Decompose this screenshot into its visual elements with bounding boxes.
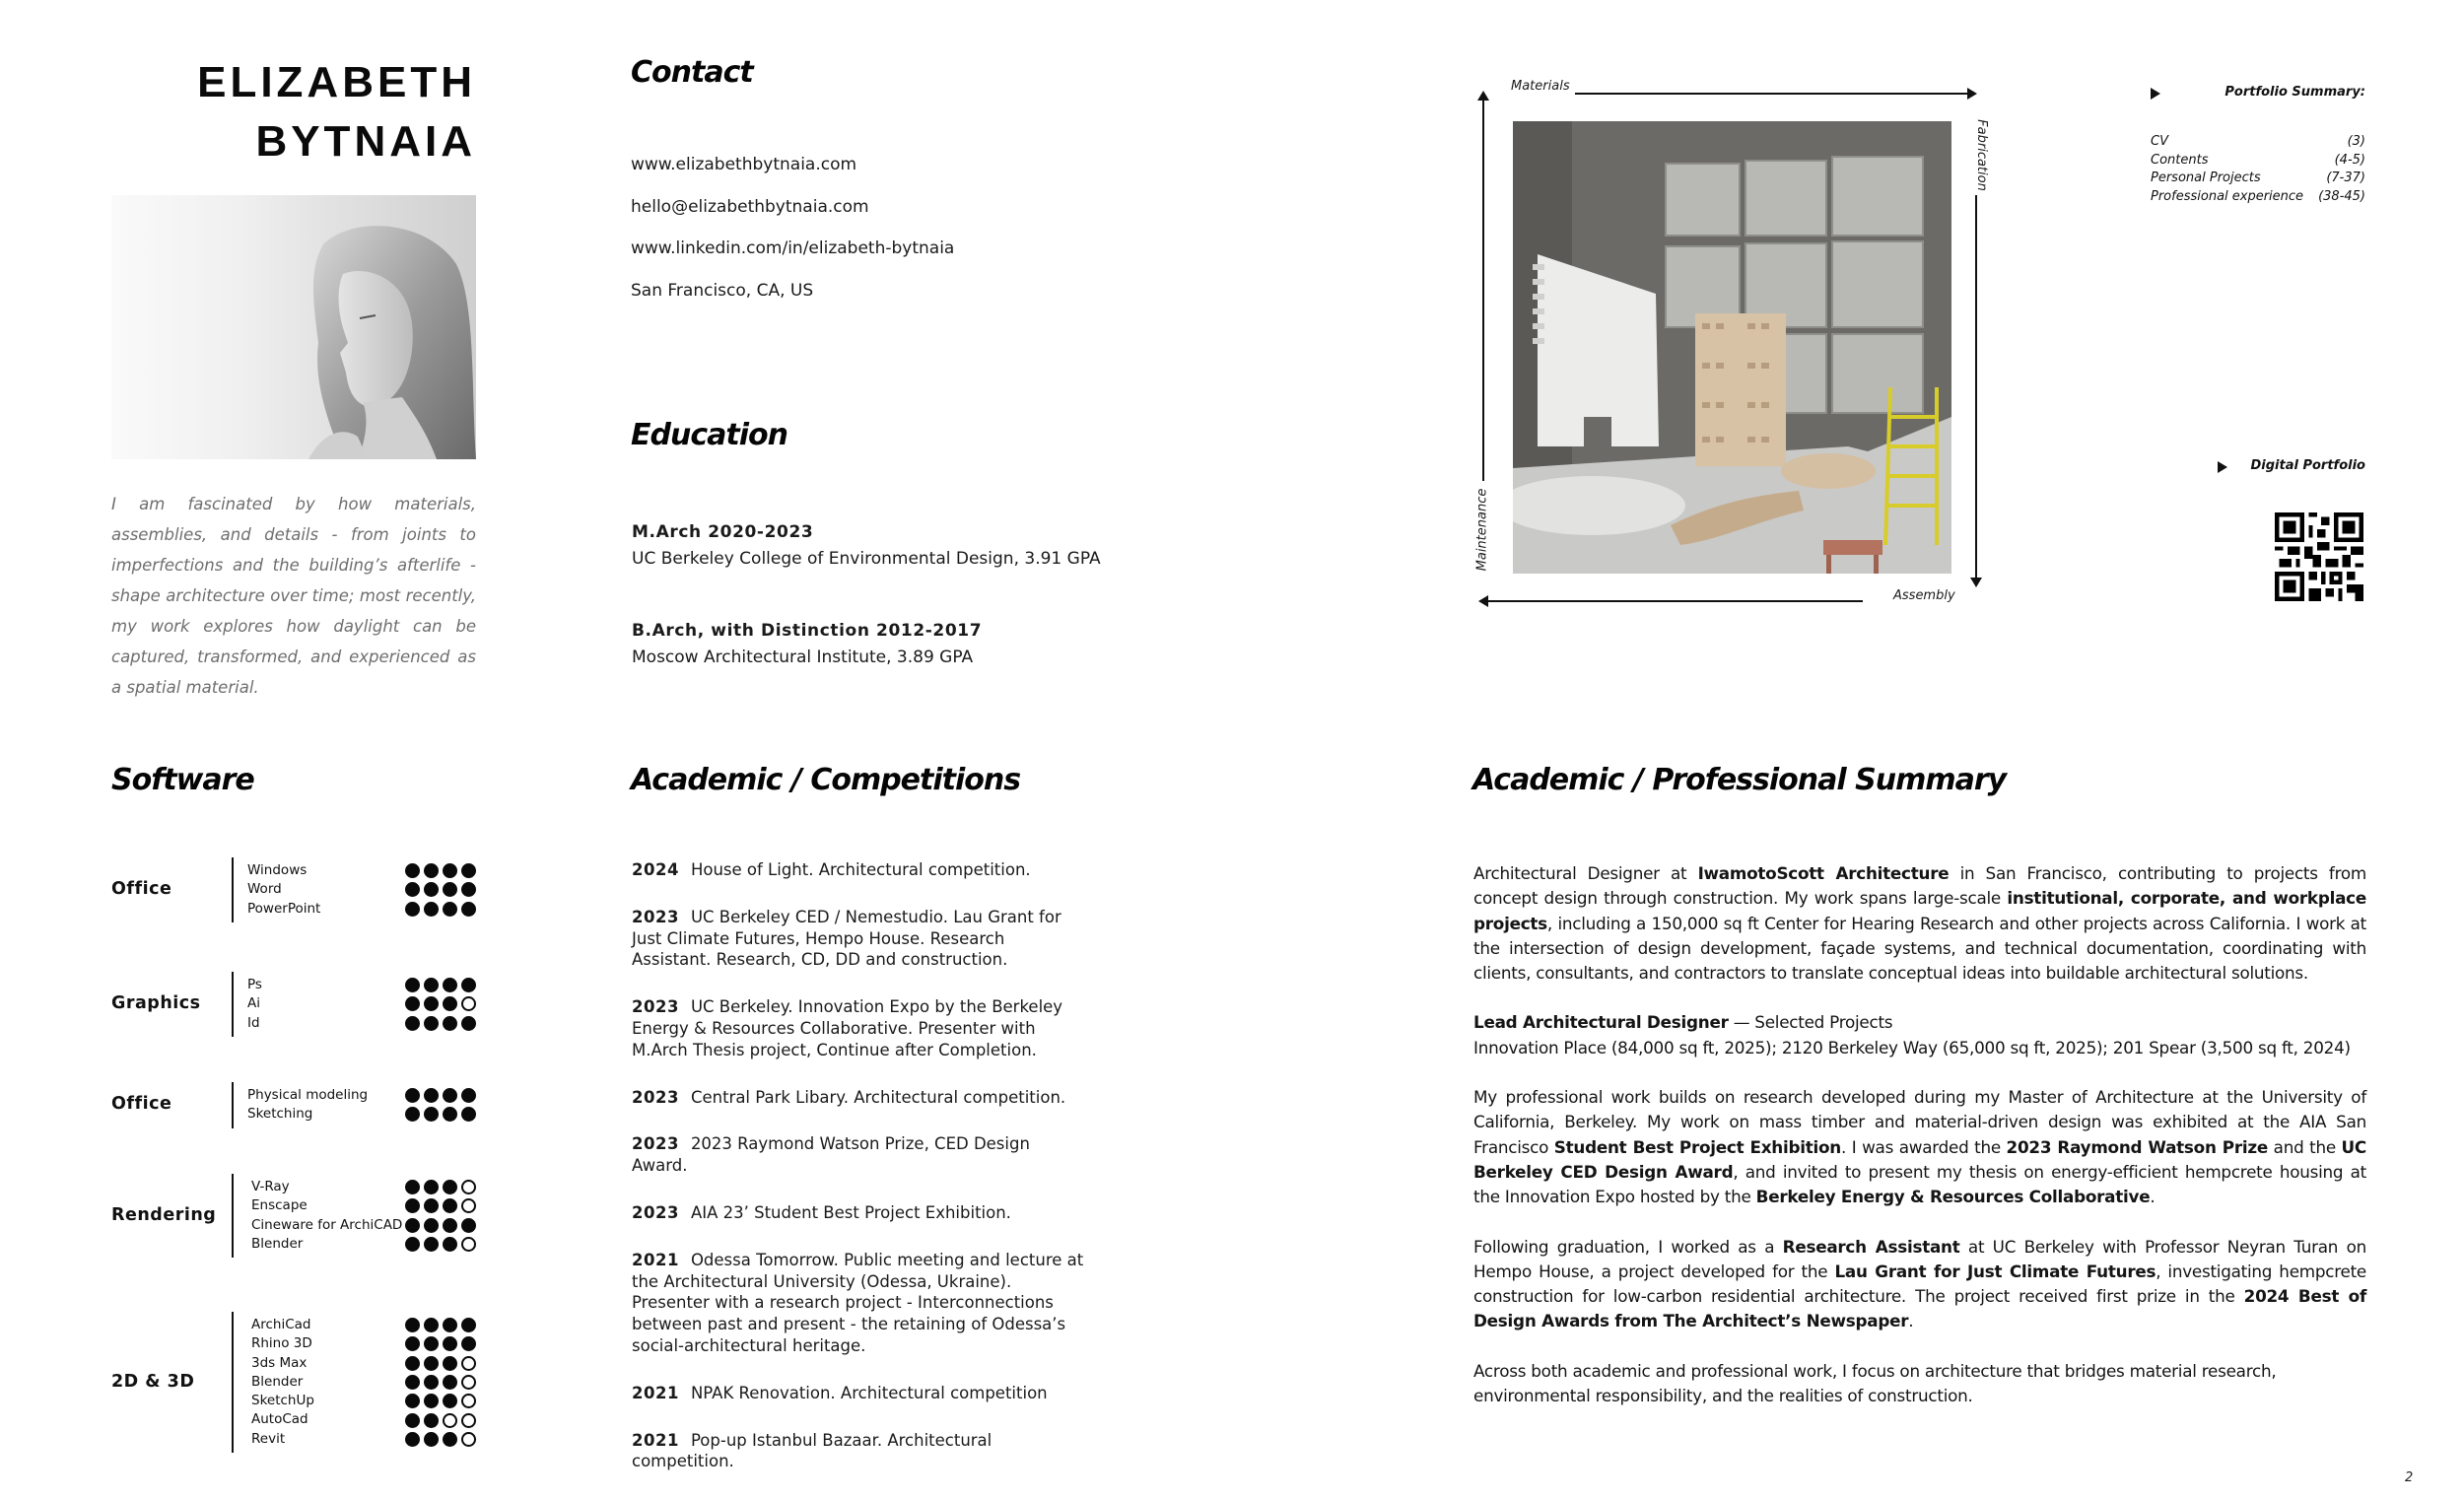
summary-text: in San Francisco, contributing to projects from concept design through construction. My work spans large-scale [1473, 863, 2366, 909]
summary-emphasis: Student Best Project Exhibition [1553, 1136, 1842, 1157]
competition-year: 2021 [632, 1430, 679, 1450]
filled-dot-icon [443, 1088, 457, 1103]
filled-dot-icon [424, 1088, 439, 1103]
competition-item [632, 1133, 1085, 1177]
filled-dot-icon [443, 996, 457, 1011]
filled-dot-icon [461, 978, 476, 992]
section-pages: (4-5) [2334, 152, 2365, 168]
filled-dot-icon [424, 1107, 439, 1122]
summary-text: , including a 150,000 sq ft Center for Hearing Research and other projects across California. I work at the intersection of design development, façade systems, and technical documentation, coordinating with clients, consultants, and contractors to translate conceptual ideas into buildable architectural solutions. [1473, 913, 2366, 984]
summary-text: My professional work builds on research developed during my Master of Architecture at the University of California, Berkeley. My work on mass timber and material-driven design was exhibited at the AIA San Francisco [1473, 1087, 2366, 1157]
filled-dot-icon [461, 863, 476, 878]
arrow-right-icon [1967, 88, 1977, 100]
software-group [111, 1086, 476, 1125]
empty-dot-icon [461, 1356, 476, 1371]
competition-text: NPAK Renovation. Architectural competition [690, 1383, 1048, 1402]
software-category: 2D & 3D [111, 1371, 195, 1392]
rating-row [405, 1178, 476, 1196]
software-item: Cineware for ArchiCAD [251, 1216, 403, 1233]
competition-year: 2023 [632, 997, 679, 1017]
competition-text: 2023 Raymond Watson Prize, CED Design Award. [632, 1134, 1030, 1176]
empty-dot-icon [461, 1198, 476, 1213]
section-label: Professional experience [2151, 188, 2304, 204]
filled-dot-icon [443, 1180, 457, 1194]
filled-dot-icon [424, 1016, 439, 1031]
empty-dot-icon [461, 1375, 476, 1390]
summary-paragraph [1473, 1085, 2366, 1209]
arrow-left-icon [1478, 595, 1488, 607]
software-heading: Software [111, 763, 254, 797]
summary-paragraph [1473, 1235, 2366, 1334]
rating-row [405, 1334, 476, 1353]
filled-dot-icon [424, 1218, 439, 1233]
software-group [111, 976, 476, 1033]
filled-dot-icon [461, 1107, 476, 1122]
selected-projects [1473, 1010, 2366, 1060]
competition-item [632, 1202, 1085, 1224]
summary-heading: Academic / Professional Summary [1472, 763, 2007, 797]
top-arrow-line [1575, 93, 1969, 95]
competition-item [632, 859, 1085, 881]
summary-text: Architectural Designer at [1473, 863, 1698, 883]
filled-dot-icon [461, 1318, 476, 1332]
play-triangle-icon [2218, 461, 2227, 473]
filled-dot-icon [405, 1375, 420, 1390]
software-item: Id [247, 1014, 260, 1031]
software-item: Revit [251, 1430, 286, 1447]
play-triangle-icon [2151, 88, 2160, 100]
rating-row [405, 861, 476, 880]
competition-item [632, 1250, 1085, 1357]
empty-dot-icon [461, 1394, 476, 1408]
summary-paragraph [1473, 861, 2366, 986]
summary-emphasis: Research Assistant [1782, 1236, 1960, 1257]
arrow-up-icon [1477, 91, 1489, 101]
filled-dot-icon [424, 1356, 439, 1371]
software-group [111, 861, 476, 919]
software-item: 3ds Max [251, 1354, 308, 1371]
section-label: Contents [2151, 152, 2209, 168]
section-label: CV [2151, 134, 2168, 149]
degree-title: B.Arch, with Distinction 2012-2017 [632, 621, 983, 641]
empty-dot-icon [461, 1413, 476, 1428]
empty-dot-icon [461, 996, 476, 1011]
filled-dot-icon [424, 1180, 439, 1194]
portfolio-summary-title: Portfolio Summary: [2224, 85, 2365, 100]
left-arrow-line [1482, 99, 1484, 481]
materials-label: Materials [1511, 79, 1570, 94]
filled-dot-icon [405, 1394, 420, 1408]
filled-dot-icon [443, 1432, 457, 1447]
filled-dot-icon [424, 1413, 439, 1428]
software-item: Sketching [247, 1106, 313, 1123]
skill-rating [405, 1316, 476, 1449]
portfolio-summary-row[interactable] [2151, 152, 2365, 170]
software-category: Office [111, 1094, 172, 1115]
software-item: Physical modeling [247, 1087, 369, 1103]
software-item: AutoCad [251, 1411, 308, 1428]
fabrication-label: Fabrication [1973, 119, 1989, 191]
rating-row [405, 976, 476, 994]
project-list: Innovation Place (84,000 sq ft, 2025); 2120 Berkeley Way (65,000 sq ft, 2025); 201 Spear (3,500 sq ft, 2024) [1473, 1037, 2351, 1057]
summary-text: , and invited to present my thesis on energy-efficient hempcrete housing at the Innovation Expo hosted by the [1473, 1161, 2366, 1207]
filled-dot-icon [443, 1356, 457, 1371]
filled-dot-icon [443, 1107, 457, 1122]
category-divider [232, 1082, 234, 1128]
category-divider [232, 972, 234, 1037]
software-item: SketchUp [251, 1393, 314, 1409]
email-link[interactable]: hello@elizabethbytnaia.com [631, 196, 869, 217]
category-divider [232, 1312, 234, 1453]
rating-row [405, 1196, 476, 1215]
filled-dot-icon [405, 902, 420, 917]
filled-dot-icon [443, 1375, 457, 1390]
software-item: Word [247, 881, 282, 898]
empty-dot-icon [461, 1237, 476, 1252]
summary-emphasis: 2024 Best of Design Awards from The Architect’s Newspaper [1473, 1286, 2366, 1331]
filled-dot-icon [443, 902, 457, 917]
category-divider [232, 857, 234, 922]
rating-row [405, 880, 476, 899]
summary-text: Following graduation, I worked as a [1473, 1236, 1783, 1257]
skill-rating [405, 976, 476, 1033]
filled-dot-icon [424, 978, 439, 992]
summary-text: . I was awarded the [1841, 1136, 2007, 1157]
filled-dot-icon [461, 1088, 476, 1103]
filled-dot-icon [405, 996, 420, 1011]
filled-dot-icon [443, 1218, 457, 1233]
competition-text: Central Park Libary. Architectural competition. [690, 1087, 1066, 1107]
skill-rating [405, 1178, 476, 1254]
summary-emphasis: UC Berkeley CED Design Award [1473, 1136, 2366, 1182]
filled-dot-icon [424, 1198, 439, 1213]
competition-text: UC Berkeley CED / Nemestudio. Lau Grant for Just Climate Futures, Hempo House. Research Assistant. Research, CD, DD and construction. [632, 907, 1061, 970]
filled-dot-icon [443, 863, 457, 878]
competition-text: UC Berkeley. Innovation Expo by the Berkeley Energy & Resources Collaborative. Presenter with M.Arch Thesis project, Continue after Completion. [632, 997, 1063, 1059]
last-name: BYTNAIA [255, 117, 476, 166]
rating-row [405, 1392, 476, 1410]
competition-year: 2021 [632, 1383, 679, 1402]
competition-year: 2024 [632, 860, 679, 879]
filled-dot-icon [424, 902, 439, 917]
software-items [247, 1086, 368, 1125]
filled-dot-icon [424, 1432, 439, 1447]
rating-row [405, 1105, 476, 1124]
filled-dot-icon [405, 1356, 420, 1371]
website-link[interactable]: www.elizabethbytnaia.com [631, 155, 857, 174]
rating-row [405, 1373, 476, 1392]
section-label: Personal Projects [2151, 170, 2261, 185]
rating-row [405, 994, 476, 1013]
competition-year: 2021 [632, 1250, 679, 1269]
role-title: Lead Architectural Designer [1473, 1012, 1729, 1033]
filled-dot-icon [443, 1016, 457, 1031]
qr-code-icon[interactable] [2275, 512, 2363, 601]
software-items [247, 976, 262, 1033]
summary-text: , investigating hempcrete construction for low-carbon residential architecture. The project received first prize in the [1473, 1261, 2367, 1307]
category-divider [232, 1174, 234, 1258]
filled-dot-icon [424, 1318, 439, 1332]
summary-text: at UC Berkeley with Professor Neyran Turan on Hempo House, a project developed for the [1473, 1236, 2367, 1281]
arrow-down-icon [1970, 578, 1982, 587]
filled-dot-icon [443, 1237, 457, 1252]
education-item [632, 519, 1101, 573]
empty-dot-icon [461, 1432, 476, 1447]
filled-dot-icon [443, 1336, 457, 1351]
assembly-label: Assembly [1893, 588, 1955, 603]
competition-year: 2023 [632, 1087, 679, 1107]
filled-dot-icon [443, 1394, 457, 1408]
filled-dot-icon [461, 1336, 476, 1351]
filled-dot-icon [424, 1394, 439, 1408]
studio-models-image [1513, 121, 1951, 574]
filled-dot-icon [405, 1237, 420, 1252]
summary-paragraph: Across both academic and professional work, I focus on architecture that bridges material research, environmental responsibility, and the realities of construction. [1473, 1360, 2277, 1406]
software-item: Blender [251, 1235, 304, 1252]
software-items [251, 1178, 402, 1254]
filled-dot-icon [405, 1413, 420, 1428]
summary-text: . [2150, 1187, 2156, 1207]
first-name: ELIZABETH [197, 58, 476, 106]
personal-statement: I am fascinated by how materials, assemblies, and details - from joints to imperfections and the building’s afterlife - shape architecture over time; most recently, my work explores how daylight can be captured, transformed, and experienced as a spatial material. [111, 495, 476, 697]
competition-item [632, 1430, 1085, 1473]
rating-row [405, 1354, 476, 1373]
rating-row [405, 900, 476, 919]
filled-dot-icon [443, 1318, 457, 1332]
competition-year: 2023 [632, 1202, 679, 1222]
software-category: Office [111, 878, 172, 899]
software-item: ArchiCad [251, 1317, 311, 1332]
competition-text: Pop-up Istanbul Bazaar. Architectural competition. [632, 1430, 992, 1471]
maintenance-label: Maintenance [1474, 488, 1490, 572]
contact-heading: Contact [631, 55, 753, 90]
filled-dot-icon [424, 863, 439, 878]
school-name: UC Berkeley College of Environmental Design, 3.91 GPA [632, 549, 1101, 569]
competition-item [632, 907, 1085, 971]
contact-list [631, 152, 954, 319]
filled-dot-icon [405, 863, 420, 878]
rating-row [405, 1086, 476, 1105]
filled-dot-icon [405, 1180, 420, 1194]
filled-dot-icon [443, 1198, 457, 1213]
software-category: Graphics [111, 992, 201, 1013]
degree-title: M.Arch 2020-2023 [632, 522, 814, 542]
competitions-heading: Academic / Competitions [631, 763, 1021, 797]
summary-emphasis: institutional, corporate, and workplace projects [1473, 888, 2366, 933]
filled-dot-icon [424, 1237, 439, 1252]
filled-dot-icon [405, 1088, 420, 1103]
professional-summary [1473, 861, 2366, 1433]
bottom-arrow-line [1488, 600, 1863, 602]
portfolio-summary-row[interactable] [2151, 133, 2365, 152]
filled-dot-icon [405, 1016, 420, 1031]
software-item: Enscape [251, 1197, 308, 1214]
filled-dot-icon [405, 1318, 420, 1332]
digital-portfolio-label[interactable]: Digital Portfolio [2250, 458, 2365, 473]
software-group [111, 1316, 476, 1449]
filled-dot-icon [424, 882, 439, 897]
competition-text: House of Light. Architectural competition. [690, 860, 1031, 879]
filled-dot-icon [405, 1107, 420, 1122]
competition-text: Odessa Tomorrow. Public meeting and lecture at the Architectural University (Odessa, Ukraine). Presenter with a research project - Interconnections between past and present - the retaining of Odessa’s social-architectural heritage. [632, 1250, 1084, 1355]
filled-dot-icon [424, 1375, 439, 1390]
section-pages: (3) [2347, 134, 2365, 149]
software-item: V-Ray [251, 1179, 290, 1194]
right-arrow-line [1975, 195, 1977, 580]
software-items [247, 861, 320, 919]
role-subtitle: — Selected Projects [1728, 1012, 1893, 1033]
software-items [251, 1316, 314, 1449]
rating-row [405, 1430, 476, 1449]
filled-dot-icon [405, 1218, 420, 1233]
filled-dot-icon [405, 1432, 420, 1447]
filled-dot-icon [443, 978, 457, 992]
skill-rating [405, 861, 476, 919]
name-heading [111, 53, 476, 171]
software-item: Blender [251, 1373, 304, 1390]
software-group [111, 1178, 476, 1254]
rating-row [405, 1316, 476, 1334]
education-heading: Education [631, 418, 787, 452]
software-item: Ps [247, 977, 262, 992]
filled-dot-icon [461, 902, 476, 917]
filled-dot-icon [405, 978, 420, 992]
linkedin-link[interactable]: www.linkedin.com/in/elizabeth-bytnaia [631, 239, 955, 258]
software-item: Rhino 3D [251, 1335, 312, 1352]
portfolio-summary-row[interactable] [2151, 170, 2365, 188]
skill-rating [405, 1086, 476, 1125]
empty-dot-icon [443, 1413, 457, 1428]
education-item [632, 618, 982, 671]
summary-text: . [1908, 1311, 1914, 1331]
location-text: San Francisco, CA, US [631, 280, 814, 301]
portrait-photo [111, 195, 476, 459]
competition-item [632, 996, 1085, 1060]
filled-dot-icon [424, 1336, 439, 1351]
portfolio-summary-row[interactable] [2151, 188, 2365, 207]
competitions-list [632, 859, 1085, 1498]
competition-item [632, 1383, 1085, 1404]
rating-row [405, 1216, 476, 1235]
empty-dot-icon [461, 1180, 476, 1194]
filled-dot-icon [443, 882, 457, 897]
filled-dot-icon [405, 882, 420, 897]
summary-emphasis: 2023 Raymond Watson Prize [2006, 1136, 2269, 1157]
rating-row [405, 1235, 476, 1254]
filled-dot-icon [461, 1218, 476, 1233]
summary-emphasis: IwamotoScott Architecture [1697, 863, 1950, 883]
summary-emphasis: Lau Grant for Just Climate Futures [1834, 1261, 2156, 1281]
section-pages: (38-45) [2318, 188, 2365, 204]
rating-row [405, 1410, 476, 1429]
filled-dot-icon [405, 1336, 420, 1351]
summary-text: and the [2268, 1136, 2342, 1157]
filled-dot-icon [405, 1198, 420, 1213]
page-number: 2 [2405, 1470, 2414, 1485]
filled-dot-icon [461, 1016, 476, 1031]
summary-emphasis: Berkeley Energy & Resources Collaborative [1755, 1187, 2151, 1207]
software-item: PowerPoint [247, 900, 321, 917]
portfolio-summary-list [2151, 133, 2365, 206]
rating-row [405, 1014, 476, 1033]
software-category: Rendering [111, 1204, 217, 1225]
section-pages: (7-37) [2326, 170, 2365, 185]
filled-dot-icon [424, 996, 439, 1011]
software-item: Ai [247, 995, 260, 1012]
software-item: Windows [247, 862, 308, 878]
filled-dot-icon [461, 882, 476, 897]
competition-year: 2023 [632, 1134, 679, 1154]
competition-item [632, 1087, 1085, 1109]
competition-year: 2023 [632, 907, 679, 926]
competition-text: AIA 23’ Student Best Project Exhibition. [690, 1202, 1011, 1222]
school-name: Moscow Architectural Institute, 3.89 GPA [632, 648, 974, 667]
